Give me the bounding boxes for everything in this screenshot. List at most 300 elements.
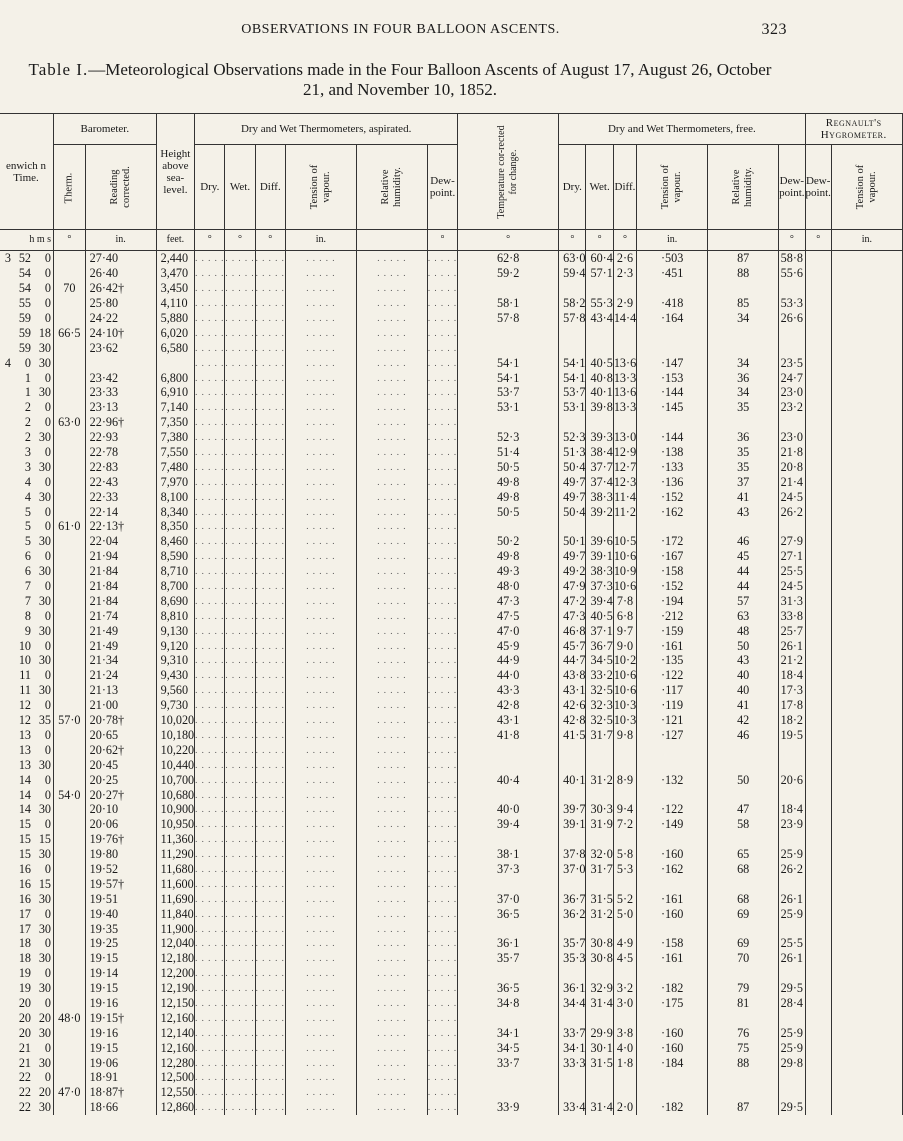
- temp-corrected-cell: 49·8: [458, 474, 559, 489]
- free-dew-cell: 17·3: [779, 683, 805, 698]
- aspirated-empty-cell: . . . . .: [225, 504, 255, 519]
- aspirated-empty-cell: . . . . .: [255, 996, 285, 1011]
- therm-cell: [54, 876, 86, 891]
- unit-height: feet.: [156, 230, 195, 251]
- regnault-tension-cell: [831, 742, 902, 757]
- reading-cell: 21·84: [85, 579, 156, 594]
- free-dew-cell: 25·7: [779, 623, 805, 638]
- free-dry-header: Dry.: [559, 145, 586, 230]
- temp-corrected-cell: 45·9: [458, 638, 559, 653]
- time-m: 15: [18, 847, 31, 862]
- free-diff-cell: 13·6: [613, 385, 637, 400]
- time-s: 30: [38, 623, 51, 638]
- aspirated-empty-cell: . . . . .: [195, 370, 225, 385]
- aspirated-empty-cell: . . . . .: [356, 832, 427, 847]
- free-humidity-cell: 85: [708, 296, 779, 311]
- free-tension-cell: ·158: [637, 564, 708, 579]
- regnault-tension-cell: [831, 728, 902, 743]
- regnault-dew-header: Dew-point.: [805, 145, 831, 230]
- therm-cell: 70: [54, 281, 86, 296]
- aspirated-empty-cell: . . . . .: [255, 340, 285, 355]
- time-cell: [0, 400, 54, 415]
- aspirated-empty-cell: . . . . .: [356, 489, 427, 504]
- table-row: [0, 772, 902, 787]
- running-title: OBSERVATIONS IN FOUR BALLOON ASCENTS.: [241, 22, 560, 37]
- aspirated-empty-cell: . . . . .: [255, 1040, 285, 1055]
- aspirated-empty-cell: . . . . .: [255, 1085, 285, 1100]
- aspirated-empty-cell: . . . . .: [356, 951, 427, 966]
- temp-corrected-cell: [458, 415, 559, 430]
- therm-cell: 61·0: [54, 519, 86, 534]
- aspirated-empty-cell: . . . . .: [255, 638, 285, 653]
- table-row: [0, 489, 902, 504]
- aspirated-empty-cell: . . . . .: [255, 1070, 285, 1085]
- time-s: 0: [44, 266, 51, 281]
- table-row: [0, 1100, 902, 1115]
- regnault-dew-cell: [805, 281, 831, 296]
- aspirated-empty-cell: . . . . .: [255, 564, 285, 579]
- aspirated-empty-cell: . . . . .: [285, 385, 356, 400]
- time-s: 30: [38, 757, 51, 772]
- free-wet-cell: 37·4: [586, 474, 613, 489]
- aspirated-empty-cell: . . . . .: [195, 415, 225, 430]
- time-cell: [0, 906, 54, 921]
- unit-a-dry: °: [195, 230, 225, 251]
- aspirated-empty-cell: . . . . .: [356, 981, 427, 996]
- unit-a-wet: °: [225, 230, 255, 251]
- reading-cell: 19·25: [85, 936, 156, 951]
- aspirated-empty-cell: . . . . .: [356, 996, 427, 1011]
- aspirated-empty-cell: . . . . .: [427, 728, 457, 743]
- regnault-dew-cell: [805, 713, 831, 728]
- free-dew-cell: 29·8: [779, 1055, 805, 1070]
- free-humidity-cell: 35: [708, 445, 779, 460]
- free-dry-cell: [559, 787, 586, 802]
- aspirated-empty-cell: . . . . .: [285, 772, 356, 787]
- aspirated-empty-cell: . . . . .: [195, 579, 225, 594]
- time-m: 17: [18, 906, 31, 921]
- therm-cell: [54, 638, 86, 653]
- table-row: [0, 1040, 902, 1055]
- time-cell: [0, 698, 54, 713]
- aspirated-empty-cell: . . . . .: [427, 862, 457, 877]
- aspirated-empty-cell: . . . . .: [285, 251, 356, 266]
- aspirated-empty-cell: . . . . .: [225, 1055, 255, 1070]
- time-m: 4: [24, 474, 31, 489]
- aspirated-empty-cell: . . . . .: [255, 579, 285, 594]
- aspirated-empty-cell: . . . . .: [356, 817, 427, 832]
- time-s: 0: [44, 474, 51, 489]
- time-cell: [0, 519, 54, 534]
- time-cell: [0, 608, 54, 623]
- free-tension-cell: ·149: [637, 817, 708, 832]
- height-cell: 9,560: [156, 683, 195, 698]
- time-cell: [0, 534, 54, 549]
- aspirated-empty-cell: . . . . .: [225, 966, 255, 981]
- time-cell: [0, 549, 54, 564]
- time-cell: [0, 266, 54, 281]
- free-dew-cell: [779, 1085, 805, 1100]
- time-s: 30: [38, 981, 51, 996]
- unit-a-tension: in.: [285, 230, 356, 251]
- reading-cell: 20·10: [85, 802, 156, 817]
- free-wet-cell: [586, 966, 613, 981]
- free-wet-cell: 31·9: [586, 817, 613, 832]
- aspirated-empty-cell: . . . . .: [225, 876, 255, 891]
- free-dew-cell: [779, 921, 805, 936]
- aspirated-empty-cell: . . . . .: [195, 742, 225, 757]
- free-diff-cell: 7·8: [613, 593, 636, 608]
- reading-cell: 21·94: [85, 549, 156, 564]
- free-tension-cell: ·135: [637, 653, 708, 668]
- time-m: 11: [19, 668, 31, 683]
- aspirated-dry-header: Dry.: [195, 145, 225, 230]
- free-dew-cell: 29·5: [779, 1100, 805, 1115]
- regnault-tension-cell: [831, 370, 902, 385]
- aspirated-empty-cell: . . . . .: [356, 638, 427, 653]
- aspirated-empty-cell: . . . . .: [225, 564, 255, 579]
- free-humidity-cell: 69: [708, 906, 779, 921]
- table-row: [0, 921, 902, 936]
- time-m: 15: [18, 817, 31, 832]
- height-cell: 9,310: [156, 653, 195, 668]
- unit-r-dew: °: [805, 230, 831, 251]
- height-cell: 12,500: [156, 1070, 195, 1085]
- aspirated-empty-cell: . . . . .: [255, 1055, 285, 1070]
- aspirated-empty-cell: . . . . .: [427, 1025, 457, 1040]
- time-cell: [0, 325, 54, 340]
- table-row: [0, 608, 902, 623]
- free-diff-cell: [613, 742, 636, 757]
- aspirated-empty-cell: . . . . .: [427, 1040, 457, 1055]
- table-row: [0, 564, 902, 579]
- aspirated-empty-cell: . . . . .: [255, 534, 285, 549]
- free-dry-cell: 33·7: [559, 1025, 586, 1040]
- time-cell: [0, 489, 54, 504]
- therm-cell: [54, 966, 86, 981]
- aspirated-empty-cell: . . . . .: [356, 906, 427, 921]
- regnault-dew-cell: [805, 757, 831, 772]
- time-m: 0: [24, 355, 31, 370]
- regnault-tension-cell: [831, 981, 902, 996]
- reading-cell: 22·14: [85, 504, 156, 519]
- free-wet-cell: [586, 340, 613, 355]
- time-cell: [0, 772, 54, 787]
- aspirated-empty-cell: . . . . .: [195, 787, 225, 802]
- aspirated-empty-cell: . . . . .: [255, 832, 285, 847]
- time-m: 18: [18, 951, 31, 966]
- height-cell: 10,220: [156, 742, 195, 757]
- free-humidity-cell: 46: [708, 534, 779, 549]
- aspirated-empty-cell: . . . . .: [285, 757, 356, 772]
- time-header: enwich n Time.: [0, 114, 54, 230]
- time-s: 0: [44, 370, 51, 385]
- aspirated-empty-cell: . . . . .: [255, 876, 285, 891]
- regnault-dew-cell: [805, 996, 831, 1011]
- therm-cell: [54, 802, 86, 817]
- time-h: 4: [4, 355, 11, 370]
- therm-cell: [54, 653, 86, 668]
- aspirated-empty-cell: . . . . .: [427, 534, 457, 549]
- free-wet-cell: [586, 1070, 613, 1085]
- free-wet-cell: [586, 281, 613, 296]
- free-humidity-cell: 57: [708, 593, 779, 608]
- time-m: 19: [18, 981, 31, 996]
- free-wet-cell: 40·1: [586, 385, 613, 400]
- time-s: 30: [38, 847, 51, 862]
- reading-cell: 19·35: [85, 921, 156, 936]
- aspirated-empty-cell: . . . . .: [427, 430, 457, 445]
- free-dew-cell: 20·6: [779, 772, 805, 787]
- regnault-tension-cell: [831, 534, 902, 549]
- aspirated-empty-cell: . . . . .: [195, 311, 225, 326]
- aspirated-empty-cell: . . . . .: [285, 996, 356, 1011]
- running-head: [0, 22, 801, 40]
- regnault-dew-cell: [805, 832, 831, 847]
- free-tension-cell: ·133: [637, 459, 708, 474]
- aspirated-empty-cell: . . . . .: [255, 981, 285, 996]
- aspirated-empty-cell: . . . . .: [285, 787, 356, 802]
- aspirated-empty-cell: . . . . .: [356, 325, 427, 340]
- aspirated-empty-cell: . . . . .: [255, 757, 285, 772]
- time-cell: [0, 847, 54, 862]
- aspirated-empty-cell: . . . . .: [255, 921, 285, 936]
- free-wet-cell: [586, 876, 613, 891]
- aspirated-empty-cell: . . . . .: [356, 400, 427, 415]
- time-m: 5: [24, 504, 31, 519]
- free-dry-cell: [559, 1085, 586, 1100]
- regnault-dew-cell: [805, 340, 831, 355]
- aspirated-empty-cell: . . . . .: [285, 400, 356, 415]
- aspirated-empty-cell: . . . . .: [427, 564, 457, 579]
- time-s: 0: [44, 415, 51, 430]
- free-diff-cell: 3·0: [613, 996, 636, 1011]
- free-humidity-cell: [708, 1010, 779, 1025]
- aspirated-empty-cell: . . . . .: [285, 355, 356, 370]
- height-cell: 11,690: [156, 891, 195, 906]
- temp-corrected-cell: 50·5: [458, 459, 559, 474]
- free-dry-cell: 42·8: [559, 713, 586, 728]
- aspirated-empty-cell: . . . . .: [285, 981, 356, 996]
- height-cell: 12,200: [156, 966, 195, 981]
- time-cell: [0, 251, 54, 266]
- table-row: [0, 981, 902, 996]
- aspirated-empty-cell: . . . . .: [195, 981, 225, 996]
- free-dry-cell: [559, 415, 586, 430]
- free-wet-cell: 32·5: [586, 683, 613, 698]
- height-cell: 11,290: [156, 847, 195, 862]
- aspirated-empty-cell: . . . . .: [195, 385, 225, 400]
- aspirated-empty-cell: . . . . .: [427, 296, 457, 311]
- regnault-tension-cell: [831, 876, 902, 891]
- time-s: 30: [38, 340, 51, 355]
- aspirated-empty-cell: . . . . .: [195, 1085, 225, 1100]
- time-m: 2: [24, 430, 31, 445]
- free-wet-cell: 31·7: [586, 862, 613, 877]
- height-cell: 8,700: [156, 579, 195, 594]
- aspirated-empty-cell: . . . . .: [255, 698, 285, 713]
- time-s: 30: [38, 921, 51, 936]
- free-humidity-cell: 44: [708, 579, 779, 594]
- free-wet-cell: 38·3: [586, 489, 613, 504]
- aspirated-empty-cell: . . . . .: [356, 728, 427, 743]
- aspirated-empty-cell: . . . . .: [255, 593, 285, 608]
- time-m: 6: [24, 564, 31, 579]
- reading-cell: 18·87†: [85, 1085, 156, 1100]
- aspirated-empty-cell: . . . . .: [356, 921, 427, 936]
- aspirated-empty-cell: . . . . .: [356, 1025, 427, 1040]
- free-diff-cell: 13·0: [613, 430, 637, 445]
- unit-r-tension: in.: [831, 230, 902, 251]
- time-cell: [0, 668, 54, 683]
- reading-cell: 21·00: [85, 698, 156, 713]
- aspirated-empty-cell: . . . . .: [427, 459, 457, 474]
- therm-cell: [54, 996, 86, 1011]
- aspirated-empty-cell: . . . . .: [427, 415, 457, 430]
- free-diff-cell: [613, 340, 636, 355]
- table-row: [0, 1085, 902, 1100]
- time-cell: [0, 951, 54, 966]
- free-humidity-cell: 75: [708, 1040, 779, 1055]
- aspirated-empty-cell: . . . . .: [225, 757, 255, 772]
- regnault-dew-cell: [805, 251, 831, 266]
- height-cell: 9,730: [156, 698, 195, 713]
- free-humidity-header: Relative humidity.: [708, 145, 779, 230]
- free-dew-cell: 23·0: [779, 385, 805, 400]
- temp-corrected-cell: 33·9: [458, 1100, 559, 1115]
- height-cell: 10,440: [156, 757, 195, 772]
- aspirated-diff-header: Diff.: [255, 145, 285, 230]
- time-s: 0: [44, 861, 51, 876]
- aspirated-empty-cell: . . . . .: [225, 608, 255, 623]
- free-diff-cell: 10·9: [613, 564, 637, 579]
- therm-cell: [54, 1055, 86, 1070]
- temp-corrected-cell: 53·1: [458, 400, 559, 415]
- height-cell: 12,860: [156, 1100, 195, 1115]
- regnault-dew-cell: [805, 668, 831, 683]
- reading-cell: 22·43: [85, 474, 156, 489]
- aspirated-empty-cell: . . . . .: [255, 489, 285, 504]
- time-cell: [0, 445, 54, 460]
- aspirated-empty-cell: . . . . .: [255, 772, 285, 787]
- time-s: 30: [38, 489, 51, 504]
- time-s: 15: [38, 832, 51, 847]
- aspirated-empty-cell: . . . . .: [255, 281, 285, 296]
- aspirated-empty-cell: . . . . .: [225, 921, 255, 936]
- free-tension-cell: [637, 876, 708, 891]
- regnault-dew-cell: [805, 981, 831, 996]
- aspirated-empty-cell: . . . . .: [195, 608, 225, 623]
- free-dry-cell: 50·4: [559, 459, 586, 474]
- free-diff-cell: 3·8: [613, 1025, 636, 1040]
- time-m: 59: [18, 311, 31, 325]
- free-dry-cell: [559, 966, 586, 981]
- unit-f-tension: in.: [637, 230, 708, 251]
- height-cell: 10,950: [156, 817, 195, 832]
- free-dry-cell: 35·7: [559, 936, 586, 951]
- table-row: [0, 355, 902, 370]
- table-row: [0, 430, 902, 445]
- table-row: [0, 698, 902, 713]
- free-diff-cell: 10·3: [613, 698, 637, 713]
- free-humidity-cell: 36: [708, 370, 779, 385]
- regnault-dew-cell: [805, 474, 831, 489]
- free-humidity-cell: [708, 1070, 779, 1085]
- therm-cell: [54, 698, 86, 713]
- free-wet-cell: 39·8: [586, 400, 613, 415]
- free-dew-cell: 18·4: [779, 802, 805, 817]
- regnault-dew-cell: [805, 891, 831, 906]
- time-s: 30: [38, 355, 51, 370]
- time-m: 22: [18, 1070, 31, 1085]
- temp-corrected-cell: 54·1: [458, 370, 559, 385]
- reading-cell: 20·25: [85, 772, 156, 787]
- free-dry-cell: 63·0: [559, 251, 586, 266]
- free-tension-cell: ·160: [637, 847, 708, 862]
- free-wet-cell: 39·6: [586, 534, 613, 549]
- free-dry-cell: 49·7: [559, 474, 586, 489]
- aspirated-empty-cell: . . . . .: [195, 519, 225, 534]
- table-row: [0, 459, 902, 474]
- time-m: 21: [18, 1055, 31, 1070]
- free-tension-cell: ·144: [637, 430, 708, 445]
- aspirated-empty-cell: . . . . .: [356, 847, 427, 862]
- free-wet-cell: [586, 519, 613, 534]
- time-s: 0: [44, 787, 51, 802]
- free-dry-cell: 43·8: [559, 668, 586, 683]
- regnault-tension-cell: [831, 683, 902, 698]
- temp-corrected-cell: 41·8: [458, 728, 559, 743]
- free-dew-cell: 26·1: [779, 951, 805, 966]
- aspirated-empty-cell: . . . . .: [255, 802, 285, 817]
- aspirated-empty-cell: . . . . .: [356, 608, 427, 623]
- aspirated-empty-cell: . . . . .: [255, 653, 285, 668]
- time-cell: [0, 593, 54, 608]
- table-row: [0, 683, 902, 698]
- reading-cell: 22·33: [85, 489, 156, 504]
- free-dry-cell: [559, 757, 586, 772]
- reading-cell: 20·06: [85, 817, 156, 832]
- aspirated-empty-cell: . . . . .: [285, 638, 356, 653]
- regnault-tension-cell: [831, 787, 902, 802]
- aspirated-empty-cell: . . . . .: [195, 1040, 225, 1055]
- aspirated-empty-cell: . . . . .: [195, 474, 225, 489]
- time-s: 30: [38, 1100, 51, 1115]
- regnault-dew-cell: [805, 325, 831, 340]
- temp-corrected-cell: 49·3: [458, 564, 559, 579]
- aspirated-empty-cell: . . . . .: [195, 504, 225, 519]
- free-tension-cell: [637, 757, 708, 772]
- therm-cell: 48·0: [54, 1010, 86, 1025]
- aspirated-empty-cell: . . . . .: [225, 623, 255, 638]
- aspirated-empty-cell: . . . . .: [255, 1010, 285, 1025]
- time-cell: [0, 281, 54, 296]
- time-m: 6: [24, 549, 31, 564]
- free-tension-cell: ·122: [637, 802, 708, 817]
- free-dry-cell: 33·4: [559, 1100, 586, 1115]
- aspirated-empty-cell: . . . . .: [225, 862, 255, 877]
- time-s: 0: [44, 445, 51, 460]
- free-dry-cell: 53·7: [559, 385, 586, 400]
- aspirated-empty-cell: . . . . .: [225, 638, 255, 653]
- free-wet-cell: [586, 1010, 613, 1025]
- time-cell: [0, 311, 54, 326]
- temp-corrected-header: Temperature cor-rected for change.: [458, 114, 559, 230]
- therm-cell: [54, 266, 86, 281]
- free-tension-cell: [637, 1070, 708, 1085]
- time-cell: [0, 1025, 54, 1040]
- therm-cell: [54, 593, 86, 608]
